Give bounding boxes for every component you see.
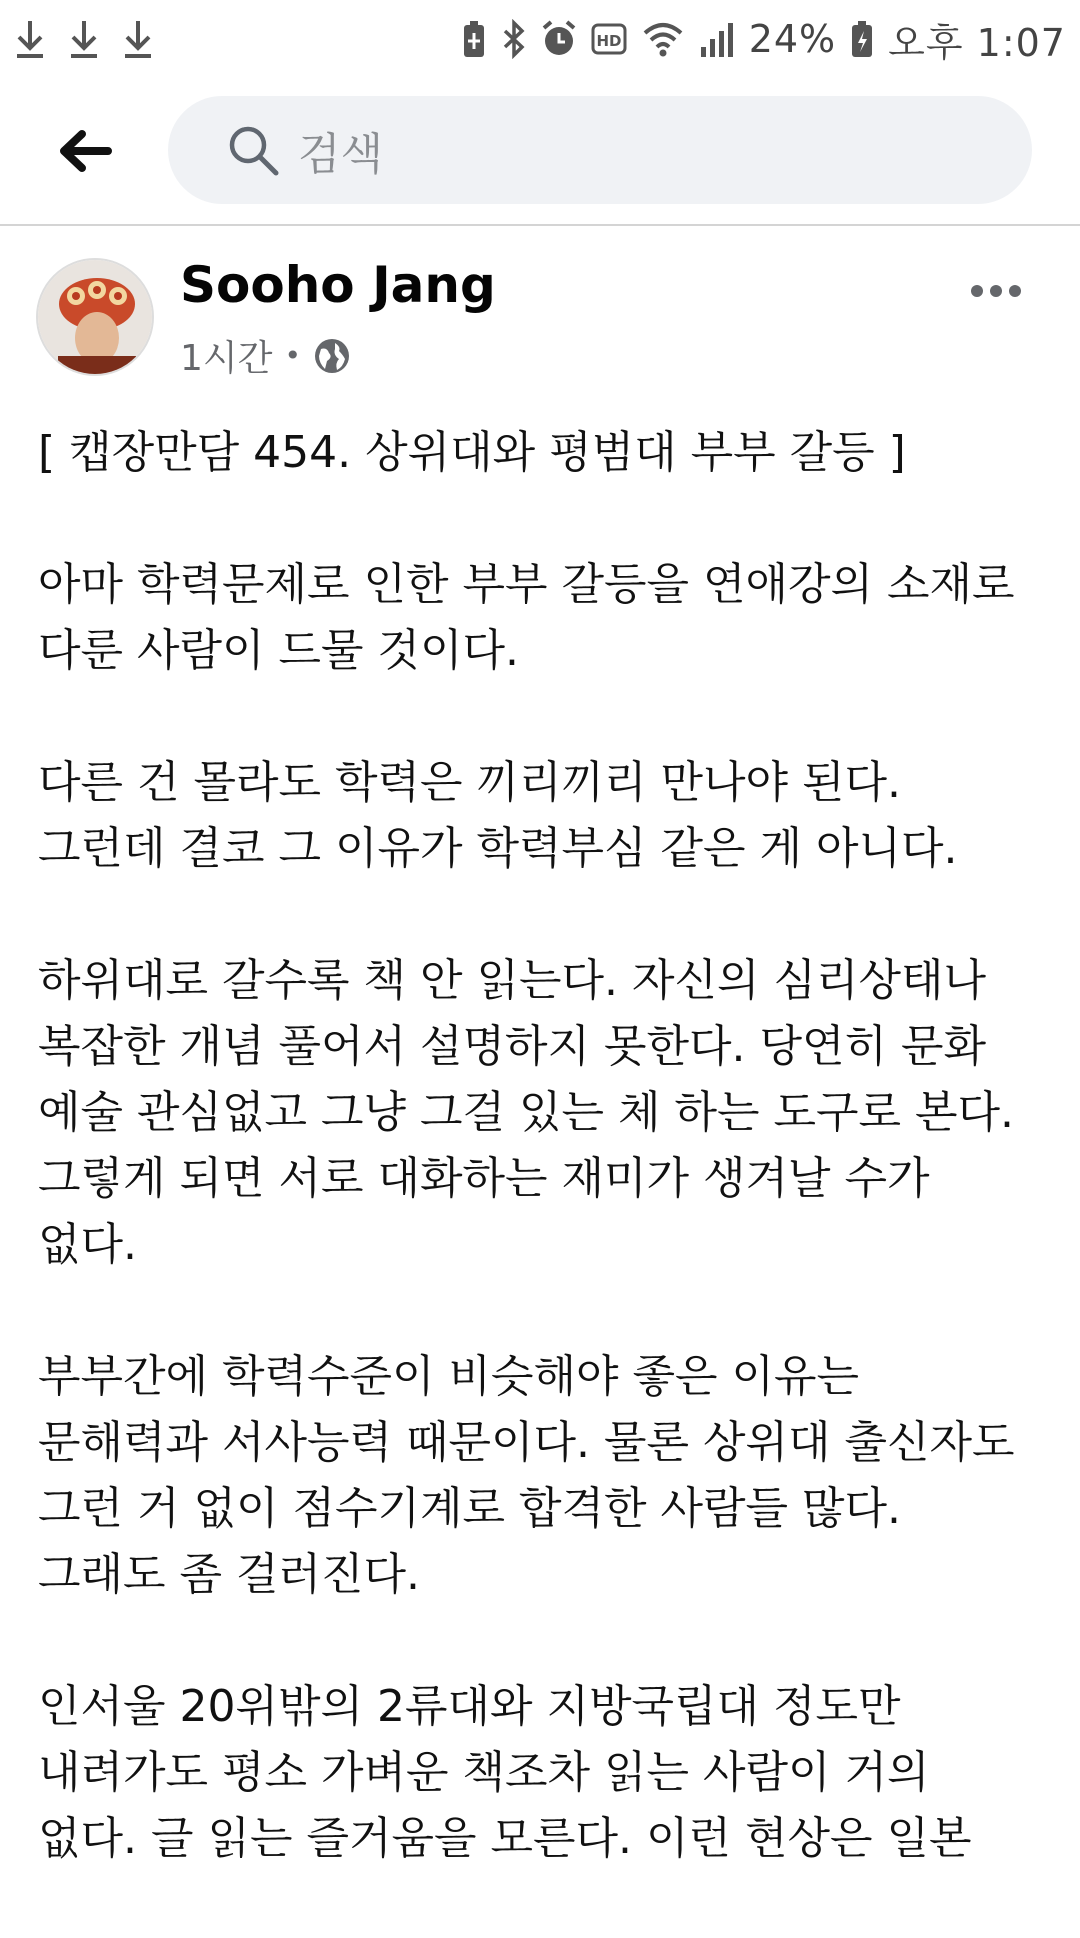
search-placeholder: 검색 xyxy=(298,129,384,180)
more-dot xyxy=(1009,285,1021,297)
post-time[interactable]: 1시간 xyxy=(180,338,273,379)
system-icons xyxy=(461,12,1066,67)
battery-saver-icon xyxy=(461,19,487,59)
hd-icon xyxy=(591,23,627,55)
more-dot xyxy=(971,285,983,297)
clock: 오후 1:07 xyxy=(888,20,1066,65)
post-body xyxy=(38,420,1048,1938)
status-bar xyxy=(0,0,1080,78)
signal-icon xyxy=(699,19,735,59)
post-header xyxy=(0,226,1080,396)
battery-icon xyxy=(850,19,874,59)
search-icon xyxy=(226,123,280,177)
notification-icons xyxy=(14,19,154,59)
alarm-icon xyxy=(541,19,577,59)
post-title: [ 캡장만담 454. 상위대와 평범대 부부 갈등 ] xyxy=(38,427,906,478)
post-paragraph: 아마 학력문제로 인한 부부 갈등을 연애강의 소재로 다룬 사람이 드물 것이다. xyxy=(38,559,1015,676)
arrow-left-icon xyxy=(56,129,112,173)
battery-percent: 24% xyxy=(748,17,837,61)
download-icon xyxy=(14,19,46,59)
avatar[interactable] xyxy=(36,258,154,376)
post-paragraph: 다른 건 몰라도 학력은 끼리끼리 만나야 된다. 그런데 결코 그 이유가 학력부심 같은 게 아니다. xyxy=(38,757,958,874)
back-button[interactable] xyxy=(44,116,124,186)
author-name[interactable]: Sooho Jang xyxy=(180,256,496,314)
bluetooth-icon xyxy=(501,19,527,59)
download-icon xyxy=(68,19,100,59)
post-meta xyxy=(180,330,351,381)
more-dot xyxy=(990,285,1002,297)
search-input[interactable] xyxy=(168,96,1032,204)
globe-icon xyxy=(313,337,351,375)
post-paragraph: 부부간에 학력수준이 비슷해야 좋은 이유는 문해력과 서사능력 때문이다. 물론 상위대 출신자도 그런 거 없이 점수기계로 합격한 사람들 많다. 그래도 좀 걸러진다. xyxy=(38,1351,1015,1600)
wifi-icon xyxy=(641,19,685,59)
download-icon xyxy=(122,19,154,59)
post-paragraph: 인서울 20위밖의 2류대와 지방국립대 정도만 내려가도 평소 가벼운 책조차 읽는 사람이 거의 없다. 글 읽는 즐거움을 모른다. 이런 현상은 일본 xyxy=(38,1681,972,1864)
svg-text:HD: HD xyxy=(596,32,622,50)
meta-separator: • xyxy=(284,339,301,372)
more-options-button[interactable] xyxy=(956,266,1036,316)
post-paragraph: 하위대로 갈수록 책 안 읽는다. 자신의 심리상태나 복잡한 개념 풀어서 설명하지 못한다. 당연히 문화 예술 관심없고 그냥 그걸 있는 체 하는 도구로 본다. 그렇게 되면 서로 대화하는 재미가 생겨날 수가 없다. xyxy=(38,955,1014,1270)
search-header xyxy=(0,78,1080,226)
